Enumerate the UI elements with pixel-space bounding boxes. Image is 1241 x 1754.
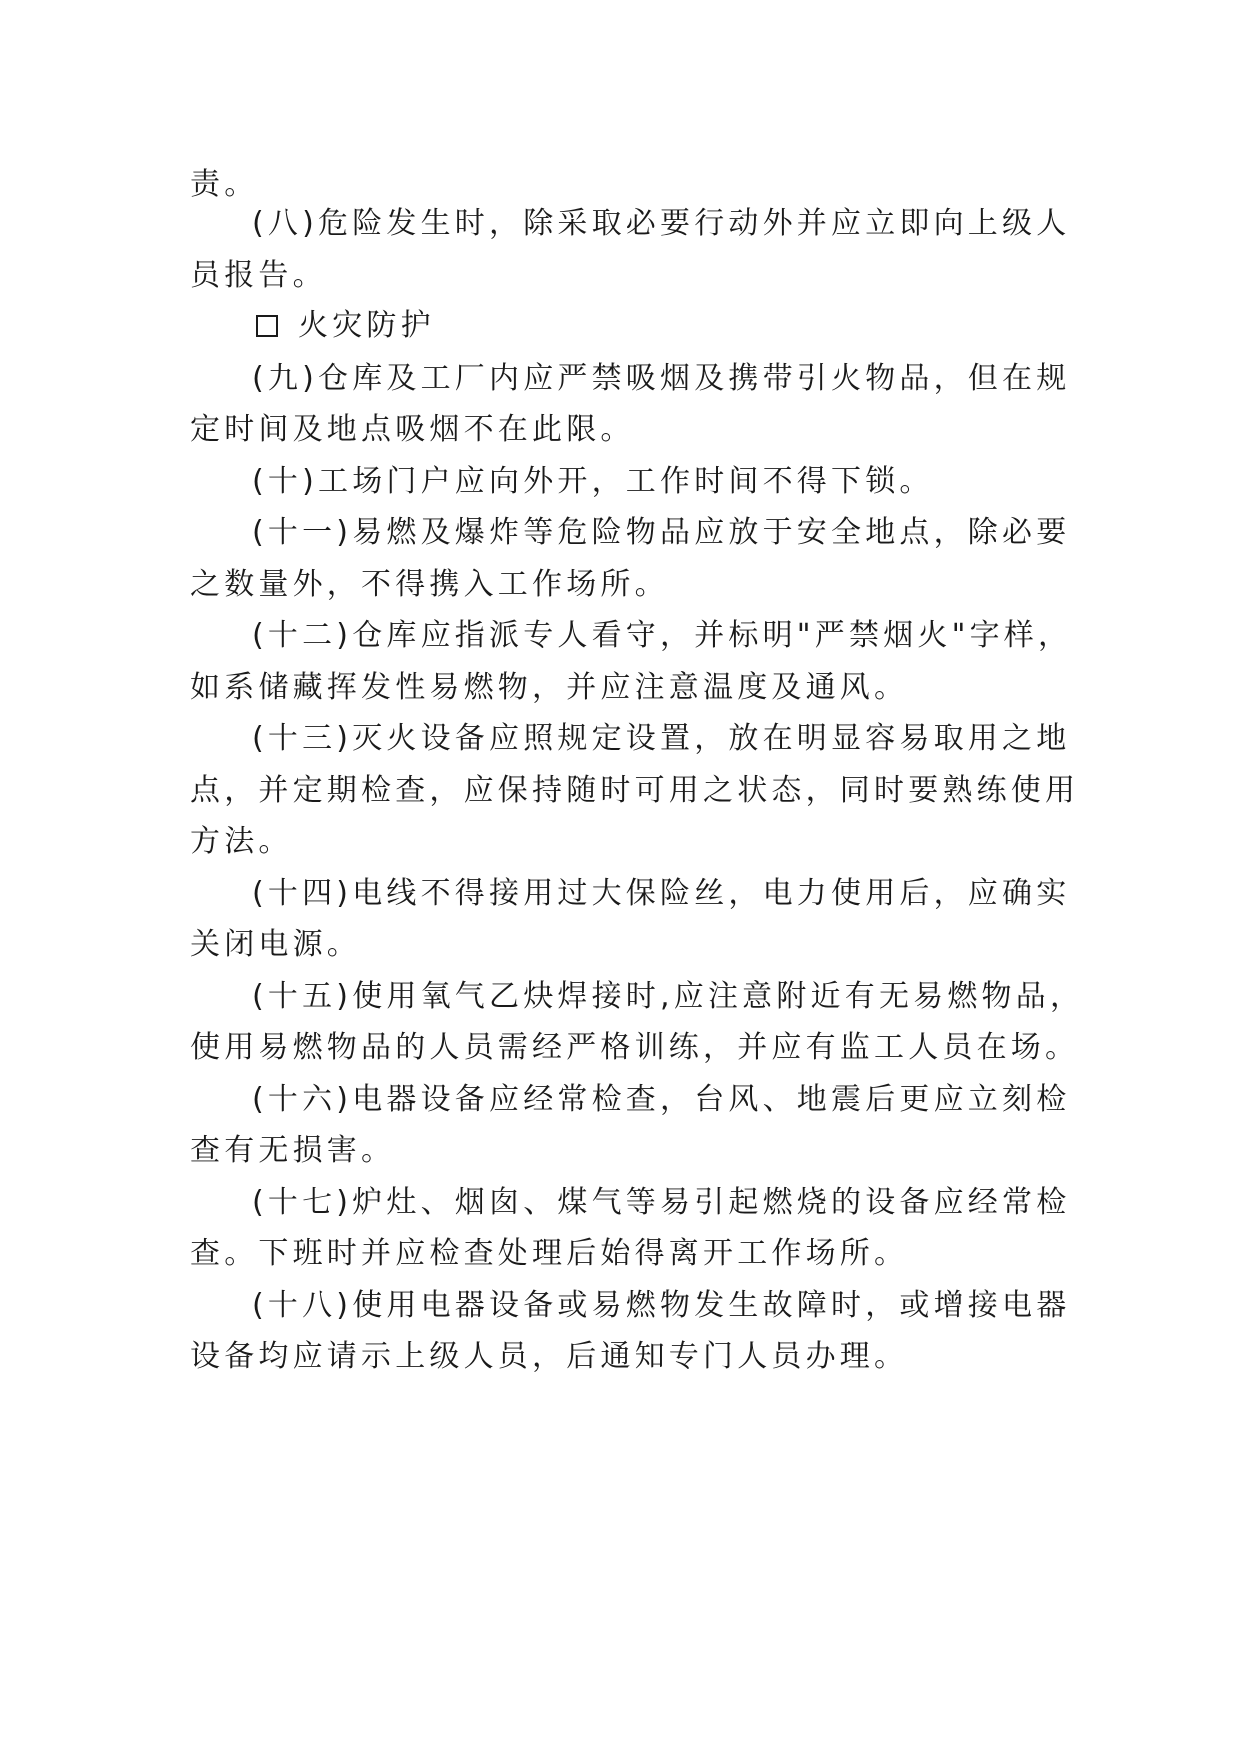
text-line: (十三)灭火设备应照规定设置，放在明显容易取用之地 <box>252 721 1071 756</box>
text-line: 责。 <box>190 167 259 202</box>
text-line: 方法。 <box>190 824 293 859</box>
text-line: (十六)电器设备应经常检查，台风、地震后更应立刻检 <box>252 1082 1071 1117</box>
text-line: (十)工场门户应向外开，工作时间不得下锁。 <box>252 464 934 499</box>
checkbox-icon <box>256 315 278 337</box>
text-line: (十四)电线不得接用过大保险丝，电力使用后，应确实 <box>252 876 1071 911</box>
text-line: 之数量外，不得携入工作场所。 <box>190 567 669 602</box>
text-line: 点，并定期检查，应保持随时可用之状态，同时要熟练使用 <box>190 773 1080 808</box>
text-line: 设备均应请示上级人员，后通知专门人员办理。 <box>190 1339 909 1374</box>
text-line: (十一)易燃及爆炸等危险物品应放于安全地点，除必要 <box>252 515 1071 550</box>
text-line: (十八)使用电器设备或易燃物发生故障时，或增接电器 <box>252 1288 1071 1323</box>
section-heading-label: 火灾防护 <box>298 308 435 343</box>
section-heading <box>256 306 435 346</box>
text-line: 查有无损害。 <box>190 1133 396 1168</box>
text-line: (十二)仓库应指派专人看守，并标明"严禁烟火"字样， <box>252 618 1073 653</box>
text-line: (十七)炉灶、烟囱、煤气等易引起燃烧的设备应经常检 <box>252 1185 1071 1220</box>
text-line: 员报告。 <box>190 258 327 293</box>
text-line: (八)危险发生时，除采取必要行动外并应立即向上级人 <box>252 206 1071 241</box>
text-line: 如系储藏挥发性易燃物，并应注意温度及通风。 <box>190 670 909 705</box>
text-line: 查。下班时并应检查处理后始得离开工作场所。 <box>190 1236 909 1271</box>
text-line: 关闭电源。 <box>190 927 361 962</box>
text-line: (九)仓库及工厂内应严禁吸烟及携带引火物品，但在规 <box>252 361 1071 396</box>
text-line: 使用易燃物品的人员需经严格训练，并应有监工人员在场。 <box>190 1030 1080 1065</box>
text-line: 定时间及地点吸烟不在此限。 <box>190 412 635 447</box>
text-line: (十五)使用氧气乙炔焊接时,应注意附近有无易燃物品， <box>252 979 1085 1014</box>
